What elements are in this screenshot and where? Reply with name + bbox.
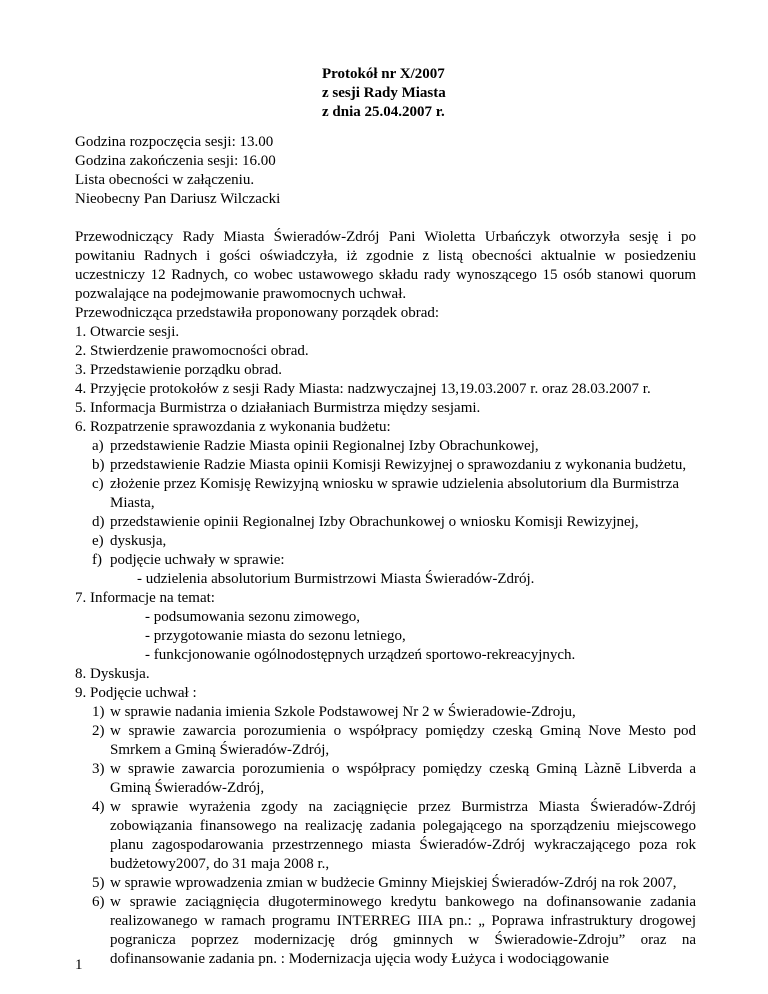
list-text: złożenie przez Komisję Rewizyjną wniosku w sprawie udzielenia absolutorium dla Burmistrza Miasta, [110,476,679,511]
page-number: 1 [75,957,83,973]
agenda-item: 6. Rozpatrzenie sprawozdania z wykonania budżetu: [75,419,391,435]
agenda-intro: Przewodnicząca przedstawiła proponowany porządek obrad: [75,305,440,321]
list-marker: b) [92,457,105,473]
list-item [92,874,696,893]
item9-sublist [75,703,696,969]
list-text: w sprawie wprowadzenia zmian w budżecie Gminny Miejskiej Świeradów-Zdrój na rok 2007, [110,875,677,891]
dash-item: - funkcjonowanie ogólnodostępnych urządzeń sportowo-rekreacyjnych. [145,647,576,663]
agenda-item: 2. Stwierdzenie prawomocności obrad. [75,343,309,359]
list-marker: 6) [92,894,105,910]
dash-item: - przygotowanie miasta do sezonu letniego, [145,628,406,644]
list-text: przedstawienie Radzie Miasta opinii Komisji Rewizyjnej o sprawozdaniu z wykonania budżetu, [110,457,687,473]
list-marker: 5) [92,875,105,891]
agenda-item: 3. Przedstawienie porządku obrad. [75,362,283,378]
list-marker: 1) [92,704,105,720]
agenda-item: 9. Podjęcie uchwał : [75,685,197,701]
info-line: Godzina rozpoczęcia sesji: 13.00 [75,134,274,150]
session-title: z sesji Rady Miasta [322,85,446,101]
list-marker: f) [92,552,102,568]
agenda-item: 7. Informacje na temat: [75,590,215,606]
list-text: przedstawienie opinii Regionalnej Izby Obrachunkowej o wniosku Komisji Rewizyjnej, [110,514,639,530]
list-marker: 3) [92,761,105,777]
protocol-number: Protokół nr X/2007 [322,66,445,82]
list-marker: a) [92,438,104,454]
list-item [92,475,696,513]
list-text: podjęcie uchwały w sprawie: [110,552,285,568]
list-marker: e) [92,533,104,549]
list-item [92,513,696,532]
info-line: Lista obecności w załączeniu. [75,172,255,188]
agenda-item: 4. Przyjęcie protokołów z sesji Rady Miasta: nadzwyczajnej 13,19.03.2007 r. oraz 28.03.2007 r. [75,381,651,397]
list-item [92,532,696,551]
session-date: z dnia 25.04.2007 r. [322,104,445,120]
list-item [92,437,696,456]
list-item [92,703,696,722]
list-text: dyskusja, [110,533,167,549]
list-marker: 4) [92,799,105,815]
list-text: w sprawie zawarcia porozumienia o współpracy pomiędzy czeską Gminą Làznĕ Libverda a Gminą Świeradów-Zdrój, [110,761,696,796]
list-text: w sprawie wyrażenia zgody na zaciągnięcie przez Burmistrza Miasta Świeradów-Zdrój zobowiązania finansowego na realizację zadania polegającego na sporządzeniu miejscowego planu zagospodarowania przestrzennego miasta Świeradów-Zdrój wykraczającego poza rok budżetowy2007, do 31 maja 2008 r., [110,799,696,872]
info-line: Godzina zakończenia sesji: 16.00 [75,153,276,169]
dash-item: - podsumowania sezonu zimowego, [145,609,360,625]
document-body [75,133,696,969]
agenda-item: 8. Dyskusja. [75,666,150,682]
list-item [92,893,696,969]
list-text: w sprawie zaciągnięcia długoterminowego kredytu bankowego na dofinansowanie zadania realizowanego w ramach programu INTERREG IIIA pn.: „ Poprawa infrastruktury drogowej pogranicza poprzez modernizację dróg gminnych w Świeradowie-Zdroju” oraz na dofinansowanie zadania pn. : Modernizacja ujęcia wody Łużyca i wodociągowanie [110,894,696,967]
list-item [92,760,696,798]
list-item [92,456,696,475]
list-marker: d) [92,514,105,530]
dash-item: - udzielenia absolutorium Burmistrzowi Miasta Świeradów-Zdrój. [137,571,535,587]
intro-paragraph: Przewodniczący Rady Miasta Świeradów-Zdrój Pani Wioletta Urbańczyk otworzyła sesję i po powitaniu Radnych i gości oświadczyła, iż zgodnie z listą obecności aktualnie w posiedzeniu uczestniczy 12 Radnych, co wobec ustawowego składu rady wynoszącego 15 osób stanowi quorum pozwalające na podejmowanie prawomocnych uchwał. [75,229,696,302]
document-header [322,65,446,122]
agenda-item: 1. Otwarcie sesji. [75,324,180,340]
agenda-item: 5. Informacja Burmistrza o działaniach Burmistrza między sesjami. [75,400,481,416]
list-item [92,722,696,760]
list-text: w sprawie zawarcia porozumienia o współpracy pomiędzy czeską Gminą Nove Mesto pod Smrkem a Gminą Świeradów-Zdrój, [110,723,696,758]
list-text: w sprawie nadania imienia Szkole Podstawowej Nr 2 w Świeradowie-Zdroju, [110,704,576,720]
list-marker: 2) [92,723,105,739]
list-text: przedstawienie Radzie Miasta opinii Regionalnej Izby Obrachunkowej, [110,438,539,454]
list-marker: c) [92,476,104,492]
item6-sublist [75,437,696,570]
list-item [92,798,696,874]
info-line: Nieobecny Pan Dariusz Wilczacki [75,191,281,207]
list-item [92,551,696,570]
